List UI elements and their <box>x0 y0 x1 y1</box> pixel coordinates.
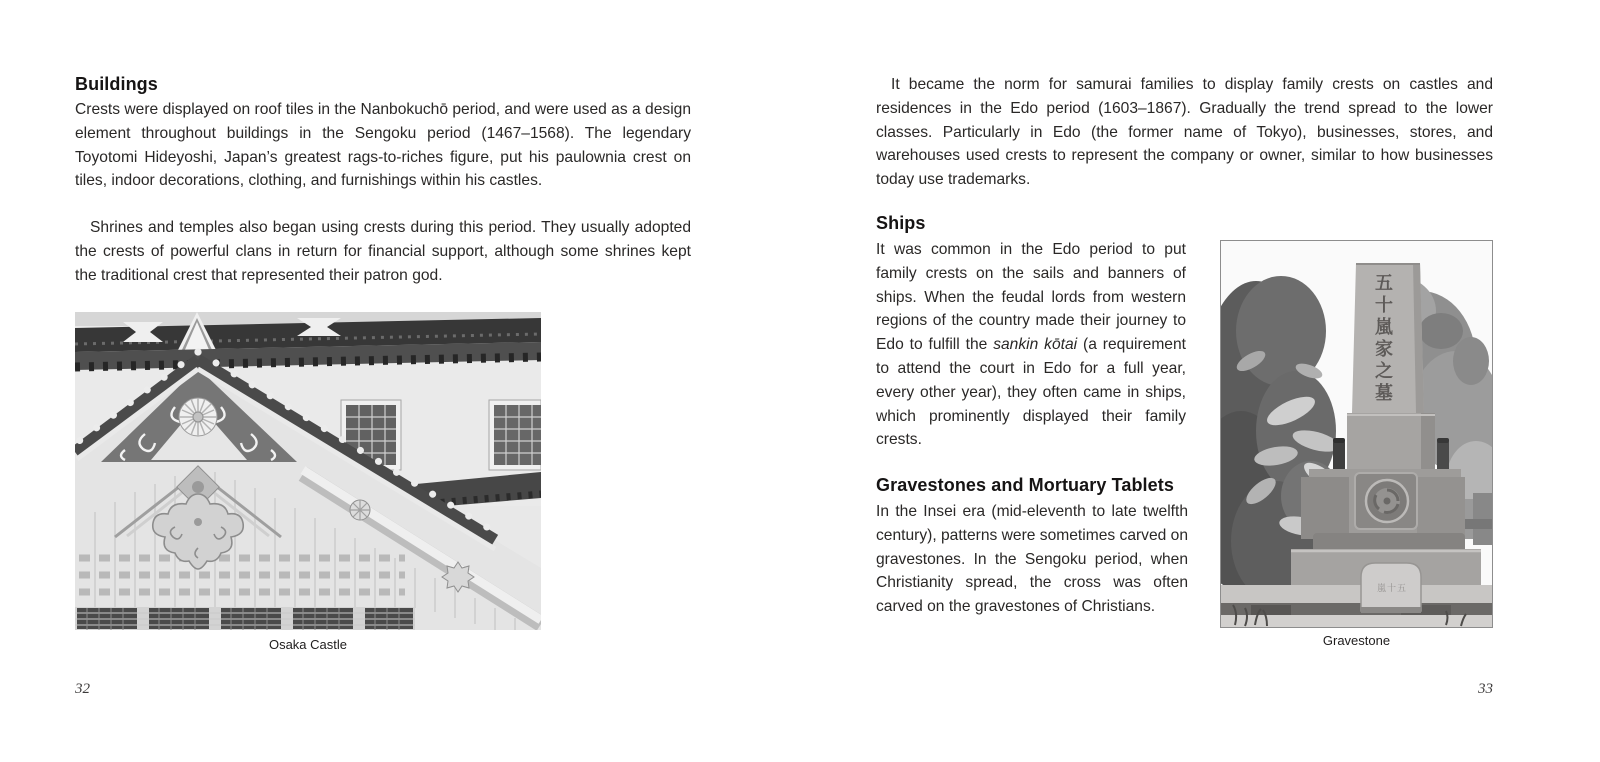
section-heading-ships: Ships <box>876 213 926 233</box>
section-heading-buildings: Buildings <box>75 74 158 94</box>
intro-paragraph: It became the norm for samurai families to display family crests on castles and residences in the Edo period (1603–1867). Gradually the trend spread to the lower classes. Particularly in Edo (the former name of Tokyo), businesses, stores, and warehouses used crests to represent the company or owner, similar to how businesses today use trademarks. <box>876 76 1493 189</box>
page-number-right: 33 <box>1478 681 1493 697</box>
gravestones-paragraph: In the Insei era (mid-eleventh to late twelfth century), patterns were sometimes carved on gravestones. In the Sengoku period, when Christianity spread, the cross was often carved on the gravestones of Christians. <box>876 503 1189 616</box>
figure-gravestone <box>1220 240 1493 628</box>
figure-caption-gravestone: Gravestone <box>1322 633 1391 648</box>
figure-osaka-castle <box>75 312 541 630</box>
buildings-paragraph-2: Shrines and temples also began using crests during this period. They usually adopted the crests of powerful clans in return for financial support, although some shrines kept the traditional crest that represented their patron god. <box>75 219 691 284</box>
castle-photo-illustration <box>75 312 541 630</box>
ships-text-italic: sankin kōtai <box>993 336 1078 354</box>
pillar-pedestal <box>1347 413 1435 471</box>
ground <box>1221 585 1492 627</box>
lower-window-band <box>75 607 415 630</box>
ships-text-pre: It was common in the Edo period to put family crests on the sails and banners of ships. When the feudal lords from western regions of the country made their journey to Edo to fulfill the <box>876 241 1186 354</box>
front-stone-inscription: 嵐十五 <box>1376 583 1407 593</box>
middle-tier <box>1301 469 1465 539</box>
ships-text-post: (a requirement to attend the court in Edo for a full year, every other year), they often came in ships, which prominently displayed their family crests. <box>876 336 1186 449</box>
buildings-paragraph-1: Crests were displayed on roof tiles in the Nanbokuchō period, and were used as a design element throughout buildings in the Sengoku period (1467–1568). The legendary Toyotomi Hideyoshi, Japan’s greatest rags-to-riches figure, put his paulownia crest on tiles, indoor decorations, clothing, and furnishings within his castles. <box>75 101 691 190</box>
chrysanthemum-crest <box>179 398 217 436</box>
section-heading-gravestones: Gravestones and Mortuary Tablets <box>876 475 1174 495</box>
gravestone-photo-illustration <box>1221 241 1492 627</box>
figure-caption-osaka: Osaka Castle <box>268 637 348 652</box>
ships-paragraph <box>876 238 1186 452</box>
page-number-left: 32 <box>75 681 90 697</box>
gravestone-inscription: 五十嵐家之墓 <box>1373 273 1393 405</box>
